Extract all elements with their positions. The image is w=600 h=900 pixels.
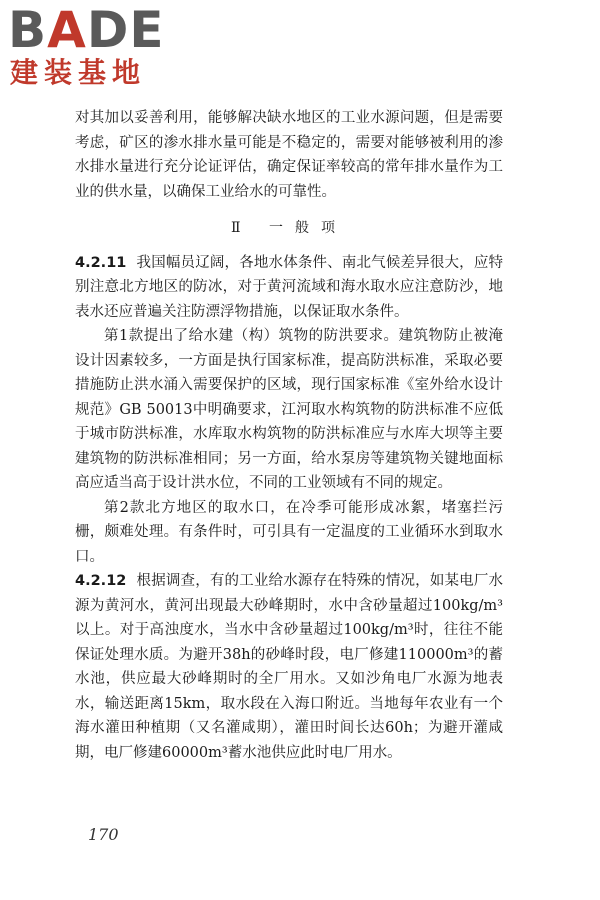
logo-accent-letter: A: [47, 1, 87, 59]
bade-logo: [8, 1, 178, 90]
clause-4-2-11-item-1: 第1款提出了给水建（构）筑物的防洪要求。建筑物防止被淹设计因素较多，一方面是执行国家标准，提高防洪标准，采取必要措施防止洪水涌入需要保护的区域，现行国家标准《室外给水设计规范》GB 50013中明确要求，江河取水构筑物的防洪标准不应低于城市防洪标准，水库取水构筑物的防洪标准应与水库大坝等主要建筑物的防洪标准相同；另一方面，给水泵房等建筑物关键地面标高应适当高于设计洪水位，不同的工业领域有不同的规定。: [75, 328, 503, 491]
clause-4-2-11-item-2: 第2款北方地区的取水口，在冷季可能形成冰絮，堵塞拦污栅，颇难处理。有条件时，可引具有一定温度的工业循环水到取水口。: [75, 499, 503, 565]
section-heading: Ⅱ 一般项: [231, 220, 347, 236]
logo-subtitle: 建装基地: [10, 56, 147, 89]
page-number: 170: [88, 825, 119, 844]
clause-text: 我国幅员辽阔，各地水体条件、南北气候差异很大，应特别注意北方地区的防冰，对于黄河流域和海水取水应注意防沙，地表水还应普遍关注防漂浮物措施，以保证取水条件。: [75, 254, 503, 320]
intro-paragraph: 对其加以妥善利用，能够解决缺水地区的工业水源问题，但是需要考虑，矿区的渗水排水量可能是不稳定的，需要对能够被利用的渗水排水量进行充分论证评估，确定保证率较高的常年排水量作为工业的供水量，以确保工业给水的可靠性。: [75, 110, 503, 200]
clause-number: 4.2.11: [75, 254, 127, 271]
clause-text: 根据调查，有的工业给水源存在特殊的情况，如某电厂水源为黄河水，黄河出现最大砂峰期时，水中含砂量超过100kg/m³以上。对于高浊度水，当水中含砂量超过100kg/m³时，往往不能保证处理水质。为避开38h的砂峰时段，电厂修建110000m³的蓄水池，供应最大砂峰期时的全厂用水。又如沙角电厂水源为地表水，输送距离15km，取水段在入海口附近。当地每年农业有一个海水灌田种植期（又名灌咸期），灌田时间长达60h；为避开灌咸期，电厂修建60000m³蓄水池供应此时电厂用水。: [75, 573, 503, 761]
page-body: [75, 106, 503, 765]
logo-wordmark: BADE: [8, 1, 165, 59]
clause-number: 4.2.12: [75, 573, 127, 589]
clause-4-2-11: [75, 251, 503, 325]
clause-4-2-12: [75, 569, 503, 765]
